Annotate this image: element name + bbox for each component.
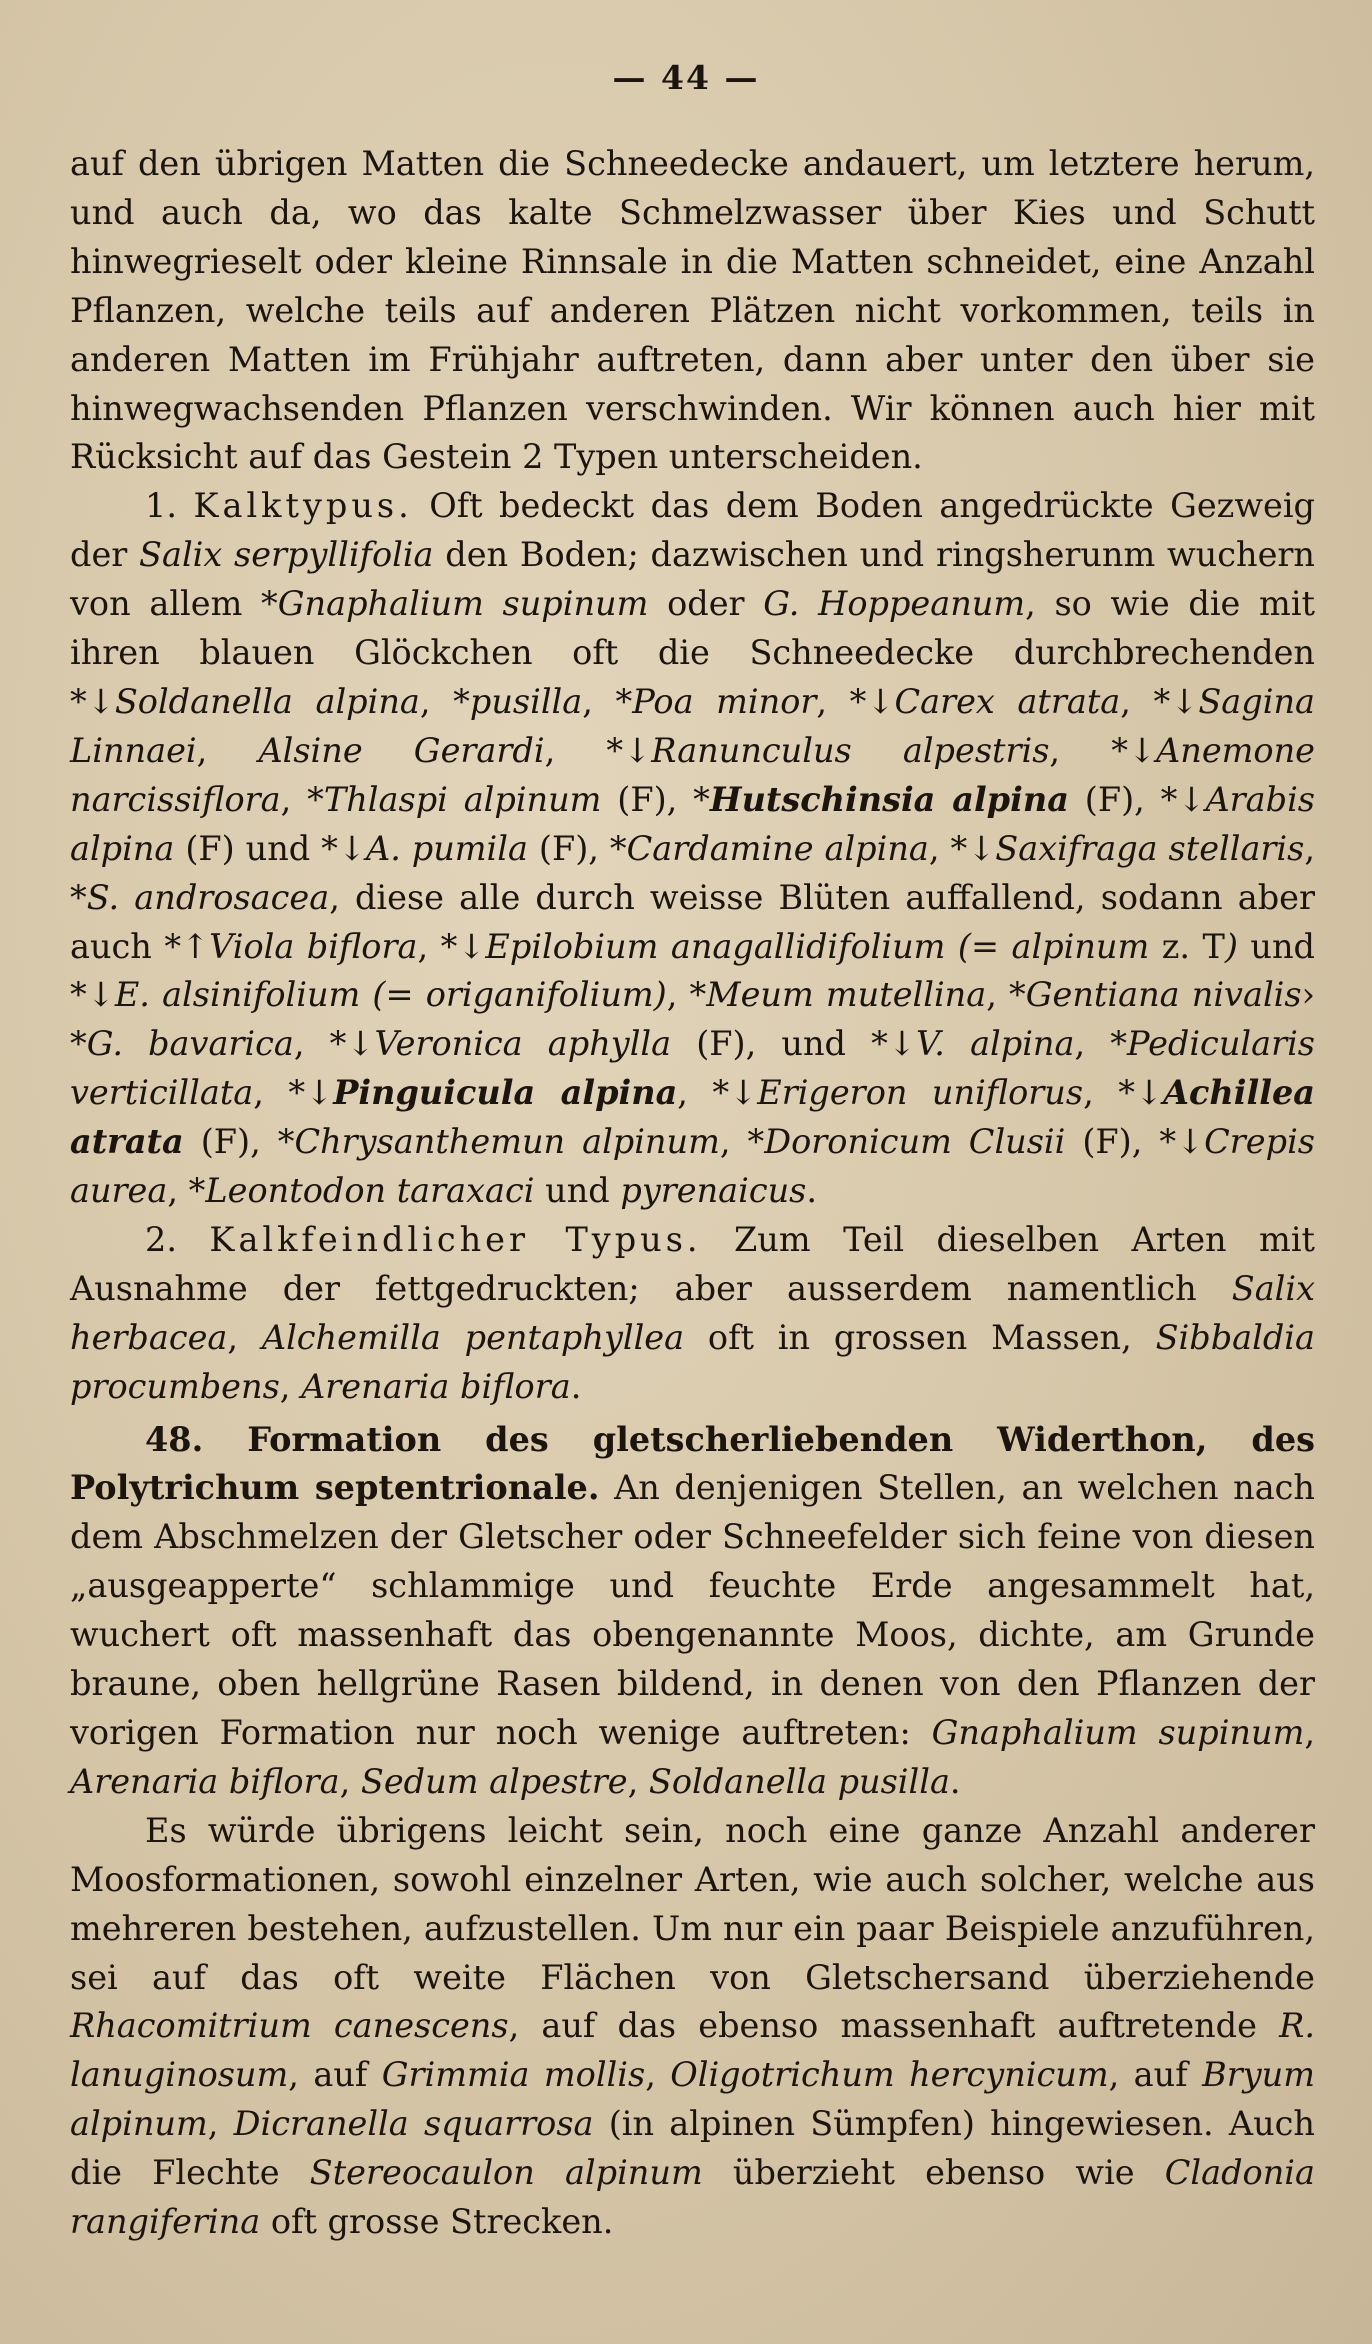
text-run: , *↓ bbox=[1049, 730, 1157, 770]
text-run: Es würde übrigens leicht sein, noch eine ganze Anzahl anderer Moosformationen, sowohl einzelner Arten, wie auch solcher, welche aus mehreren bestehen, aufzustellen. Um nur ein paar Beispiele anzuführen, sei auf das oft weite Flächen von Gletschersand überziehende bbox=[70, 1810, 1315, 1997]
text-run: Grimmia mollis bbox=[381, 2055, 646, 2095]
text-run: , * bbox=[582, 681, 633, 721]
text-run: Kalkfeindlicher Typus. bbox=[209, 1219, 702, 1259]
text-run: pusilla bbox=[469, 681, 583, 721]
text-run: , * bbox=[986, 975, 1026, 1015]
text-run: Sedum alpestre bbox=[360, 1761, 628, 1801]
text-run: G. Hoppeanum bbox=[763, 584, 1026, 624]
text-run: Alsine Gerardi bbox=[258, 730, 545, 770]
text-run: ) bbox=[1224, 926, 1238, 966]
text-run: , bbox=[207, 2104, 234, 2144]
text-run: Veronica aphylla bbox=[374, 1024, 672, 1064]
text-run: (F), *↓ bbox=[1065, 1122, 1205, 1162]
text-run: E. alsinifolium (= origanifolium) bbox=[114, 975, 667, 1015]
text-run: Alchemilla pentaphyllea bbox=[261, 1317, 685, 1357]
text-run: (F) und *↓ bbox=[174, 828, 366, 868]
text-run: den Boden; dazwischen und ringsherunm wuchern von allem * bbox=[70, 535, 1315, 624]
text-run: , auf das ebenso massenhaft auftretende bbox=[508, 2006, 1280, 2046]
text-run: überzieht ebenso wie bbox=[702, 2153, 1165, 2193]
text-run: , bbox=[627, 1761, 649, 1801]
text-run: Gnaphalium supinum bbox=[931, 1713, 1305, 1752]
text-run: und *↓ bbox=[70, 926, 1315, 1015]
text-run: Thlaspi alpinum bbox=[323, 779, 602, 819]
text-run: Saxifraga stellaris bbox=[995, 828, 1305, 868]
text-run: Arabis alpina bbox=[70, 779, 1315, 868]
text-run: . bbox=[570, 1366, 582, 1406]
text-run: 1. bbox=[145, 486, 194, 526]
text-run: , *↓ bbox=[253, 1073, 334, 1113]
text-body bbox=[70, 140, 1315, 2247]
text-run: . bbox=[806, 1171, 818, 1211]
text-run: Carex atrata bbox=[894, 681, 1121, 721]
text-run: , *↓ bbox=[1083, 1073, 1164, 1113]
text-run: oft grosse Strecken. bbox=[260, 2202, 614, 2242]
text-run: Leontodon taraxaci bbox=[205, 1171, 535, 1211]
text-run: Anemone narcissiflora bbox=[70, 730, 1315, 819]
text-run: Gentiana nivalis bbox=[1025, 975, 1302, 1015]
paragraph-intro: auf den übrigen Matten die Schneedecke andauert, um letztere herum, und auch da, wo das kalte Schmelzwasser über Kies und Schutt hinwegrieselt oder kleine Rinnsale in die Matten schneidet, eine Anzahl Pflanzen, welche teils auf anderen Plätzen nicht vorkommen, teils in anderen Matten im Frühjahr auftreten, dann aber unter den über sie hinwegwachsenden Pflanzen verschwinden. Wir können auch hier mit Rücksicht auf das Gestein 2 Typen unterscheiden. bbox=[70, 144, 1315, 477]
text-run: › * bbox=[70, 975, 1315, 1064]
text-run: , * bbox=[1074, 1024, 1128, 1064]
text-run: , bbox=[279, 1366, 302, 1406]
text-run: G. bavarica bbox=[86, 1024, 294, 1064]
text-run: Erigeron uniflorus bbox=[757, 1073, 1084, 1113]
text-run: , diese alle durch weisse Blüten auffallend, sodann aber auch *↑ bbox=[70, 877, 1316, 966]
text-run: , auf bbox=[288, 2055, 382, 2095]
text-run: , bbox=[196, 730, 259, 770]
text-run: Ranunculus alpestris bbox=[651, 730, 1050, 770]
text-run: , * bbox=[666, 975, 707, 1015]
text-run: , *↓ bbox=[677, 1073, 758, 1113]
text-run: Salix herbacea bbox=[70, 1268, 1315, 1357]
text-run: , *↓ bbox=[544, 730, 652, 770]
text-run: Achillea atrata bbox=[70, 1073, 1315, 1162]
text-run: Doronicum Clusii bbox=[764, 1122, 1066, 1162]
text-run: Pinguicula alpina bbox=[333, 1073, 678, 1113]
text-run: und bbox=[534, 1171, 621, 1211]
text-run: Poa minor bbox=[632, 681, 817, 721]
text-run: , *↓ bbox=[816, 681, 895, 721]
text-run: A. pumila bbox=[366, 828, 528, 868]
text-run: (F), * bbox=[183, 1122, 295, 1162]
text-run: , * bbox=[719, 1122, 765, 1162]
text-run: (F), *↓ bbox=[1068, 779, 1206, 819]
text-run: (in alpinen Sümpfen) hingewiesen. Auch die Flechte bbox=[70, 2104, 1315, 2193]
text-run: Salix serpyllifolia bbox=[139, 535, 434, 575]
text-run: (F), * bbox=[527, 828, 627, 868]
text-run: , *↓ bbox=[1120, 681, 1199, 721]
text-run: Arenaria biflora bbox=[70, 1761, 340, 1801]
text-run: Arenaria biflora bbox=[301, 1366, 571, 1406]
text-run: Rhacomitrium canescens bbox=[70, 2006, 509, 2046]
text-run: An denjenigen Stellen, an welchen nach dem Abschmelzen der Gletscher oder Schneefelder sich feine von diesen „ausgeapperte“ schlammige und feuchte Erde angesammelt hat, wuchert oft massenhaft das obengenannte Moos, dichte, am Grunde braune, oben hellgrüne Rasen bildend, in denen von den Pflanzen der vorigen Formation nur noch wenige auftreten: bbox=[70, 1468, 1316, 1752]
text-run: oder bbox=[648, 584, 764, 624]
text-run: z. T bbox=[1149, 926, 1225, 966]
text-run: Gnaphalium supinum bbox=[277, 584, 649, 624]
page-number: — 44 — bbox=[612, 58, 760, 97]
text-run: Soldanella pusilla bbox=[648, 1761, 950, 1801]
text-run: Zum Teil dieselben Arten mit Ausnahme der fettgedruckten; aber ausserdem namentlich bbox=[70, 1219, 1315, 1308]
text-run: (F), und *↓ bbox=[671, 1024, 916, 1064]
text-run: Chrysanthemun alpinum bbox=[294, 1122, 720, 1162]
text-run: , *↓ bbox=[293, 1024, 375, 1064]
paragraph-kalktypus bbox=[70, 482, 1315, 1216]
text-run: 2. bbox=[145, 1219, 210, 1259]
text-run: Sibbaldia procumbens bbox=[70, 1317, 1315, 1406]
text-run: . bbox=[949, 1761, 961, 1801]
text-run: Epilobium anagallidifolium (= alpinum bbox=[485, 926, 1150, 966]
text-run: , bbox=[227, 1317, 262, 1357]
text-run: oft in grossen Massen, bbox=[684, 1317, 1156, 1357]
text-run: Cladonia rangiferina bbox=[70, 2153, 1315, 2242]
text-run: , so wie die mit ihren blauen Glöckchen oft die Schneedecke durchbrechenden *↓ bbox=[70, 584, 1315, 721]
text-run: Pedicularis verticillata bbox=[70, 1024, 1315, 1113]
text-run: , bbox=[645, 2055, 671, 2095]
text-run: V. alpina bbox=[915, 1024, 1075, 1064]
text-run: Dicranella squarrosa bbox=[233, 2104, 594, 2144]
text-run: (F), * bbox=[601, 779, 710, 819]
text-run: Bryum alpinum bbox=[70, 2055, 1315, 2144]
text-run: Oligotrichum hercynicum bbox=[670, 2055, 1109, 2095]
text-run: , bbox=[1304, 1713, 1315, 1752]
paragraph-kalkfeindlicher-typus bbox=[70, 1216, 1315, 1412]
text-run: Soldanella alpina bbox=[114, 681, 420, 721]
text-run: , * bbox=[280, 779, 324, 819]
text-run: Hutschinsia alpina bbox=[709, 779, 1069, 819]
text-run: S. androsacea bbox=[86, 877, 330, 917]
text-run: Viola biflora bbox=[209, 926, 418, 966]
text-run: R. lanuginosum bbox=[70, 2006, 1315, 2095]
paragraph-moosformationen bbox=[70, 1807, 1315, 2247]
text-run: , * bbox=[419, 681, 470, 721]
text-run: , bbox=[339, 1761, 361, 1801]
text-run: Sagina Linnaei bbox=[70, 681, 1315, 770]
text-run: Kalktypus. bbox=[193, 486, 413, 526]
text-run: , *↓ bbox=[928, 828, 996, 868]
text-run: , auf bbox=[1108, 2055, 1203, 2095]
text-run: Stereocaulon alpinum bbox=[309, 2153, 703, 2193]
text-run: , *↓ bbox=[417, 926, 486, 966]
text-run: pyrenaicus bbox=[620, 1171, 807, 1211]
text-run: Cardamine alpina bbox=[626, 828, 929, 868]
text-run: , * bbox=[70, 828, 1315, 917]
text-run: Oft bedeckt das dem Boden angedrückte Gezweig der bbox=[70, 486, 1315, 575]
text-run: 48. Formation des gletscherliebenden Widerthon, des Polytrichum septentrionale. bbox=[70, 1419, 1315, 1508]
text-run: Crepis aurea bbox=[70, 1122, 1315, 1211]
paragraph-formation-48 bbox=[70, 1416, 1315, 1807]
text-run: Meum mutellina bbox=[706, 975, 987, 1015]
text-run: , * bbox=[167, 1171, 206, 1211]
